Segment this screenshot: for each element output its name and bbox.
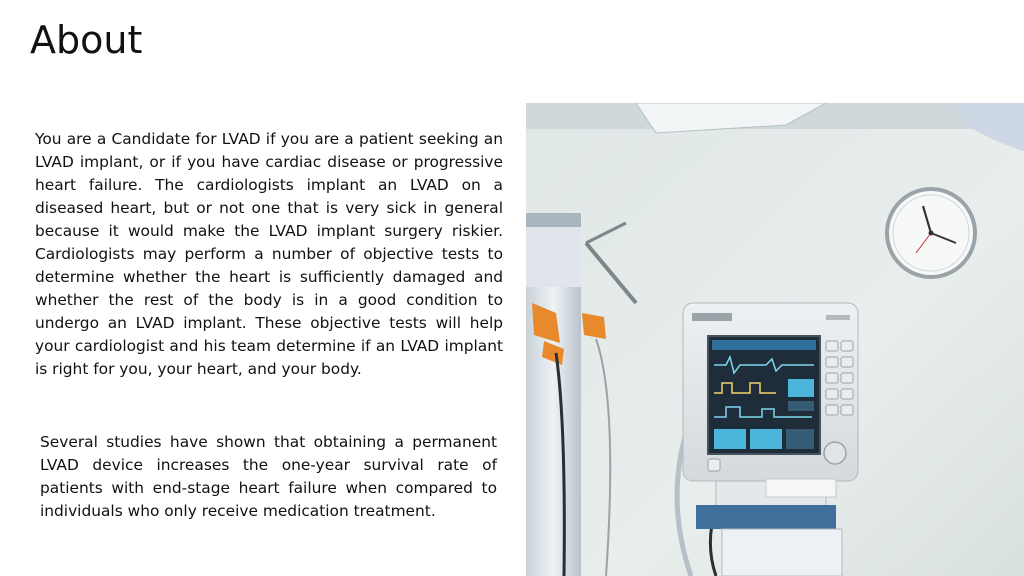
- monitor-dial: [824, 442, 846, 464]
- slide-title: About: [30, 18, 143, 62]
- wall-clock-icon: [885, 187, 977, 279]
- intro-paragraph: You are a Candidate for LVAD if you are a patient seeking an LVAD implant, or if you have cardiac disease or progressive heart failure. The cardiologists implant an LVAD on a diseased heart, but or not one that is very sick in general because it would make the LVAD implant surgery riskier. Cardiologists may perform a number of objective tests to determine whether the heart is sufficiently damaged and whether the rest of the body is in a good condition to undergo an LVAD implant. These objective tests will help your cardiologist and his team determine if an LVAD implant is right for you, your heart, and your body.: [35, 130, 503, 378]
- blue-tray: [696, 505, 836, 529]
- operating-room-photo: [526, 103, 1024, 576]
- survival-paragraph: Several studies have shown that obtaining a permanent LVAD device increases the one-year survival rate of patients with end-stage heart failure when compared to individuals who only receive medication treatment.: [40, 433, 497, 520]
